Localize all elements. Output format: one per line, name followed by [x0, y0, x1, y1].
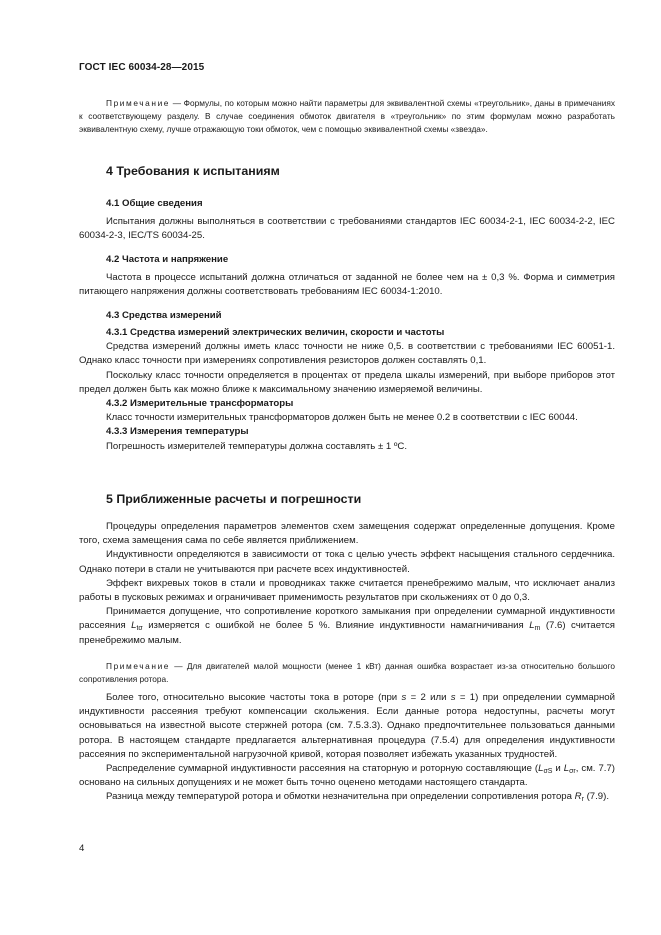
- section-5-p6: Распределение суммарной индуктивности рассеяния на статорную и роторную составляющие ($L_{\sigma S}$ и $L_{\sigma r}$, см. 7.7) основано на сильных допущениях и не может быть точно оценено методами настоящего стандарта.: [79, 763, 615, 789]
- section-4-2-title: 4.2 Частота и напряжение: [106, 254, 229, 265]
- section-4-3-3-title: 4.3.3 Измерения температуры: [106, 426, 249, 438]
- section-4-title: 4 Требования к испытаниям: [106, 164, 280, 178]
- section-5-note: [79, 660, 615, 686]
- section-4-3-1-p2: Поскольку класс точности определяется в процентах от предела шкалы измерений, при выборе приборов этот предел должен быть как можно ближе к максимальному значению измеряемой величины.: [79, 369, 615, 395]
- standard-header: ГОСТ IEC 60034-28—2015: [79, 62, 205, 73]
- section-4-1-title: 4.1 Общие сведения: [106, 198, 203, 209]
- section-4-3-1-p1: Средства измерений должны иметь класс точности не ниже 0,5. в соответствии с требованиями IEC 60051-1. Однако класс точности при измерениях сопротивления резисторов должен составлять 0,1.: [79, 341, 615, 367]
- section-5-p2: Индуктивности определяются в зависимости от тока с целью учесть эффект насыщения стального сердечника. Однако потери в стали не учитываются при расчете всех индуктивностей.: [79, 549, 615, 575]
- section-4-3-1-title: 4.3.1 Средства измерений электрических величин, скорости и частоты: [106, 327, 445, 338]
- section-4-2-text: Частота в процессе испытаний должна отличаться от заданной не более чем на ± 0,3 %. Форма и симметрия питающего напряжения должны соответствовать требованиям IEC 60034-1:2010.: [79, 272, 615, 298]
- section-5-p7: Разница между температурой ротора и обмотки незначительна при определении сопротивления ротора $R_r$ (7.9).: [106, 791, 609, 804]
- section-5-body-a: [79, 520, 615, 648]
- note-text: — Для двигателей малой мощности (менее 1 кВт) данная ошибка возрастает из-за относительно большого сопротивления ротора.: [79, 661, 615, 684]
- section-4-3-3-text: Погрешность измерителей температуры должна составлять ± 1 ºC.: [106, 440, 407, 452]
- section-4-3-2-title: 4.3.2 Измерительные трансформаторы: [106, 398, 294, 410]
- page-number: 4: [79, 843, 85, 854]
- section-5-p4: Принимается допущение, что сопротивление короткого замыкания при определении суммарной индуктивности рассеяния $L_{t\sigma}$ измеряется с ошибкой не более 5 %. Влияние индуктивности намагничивания $L_m$ (7.6) считается пренебрежимо малым.: [79, 606, 615, 646]
- section-4-3-block: [79, 326, 615, 454]
- section-4-2-text-block: [79, 271, 615, 299]
- section-5-body-b: [79, 691, 615, 805]
- section-4-1-text: Испытания должны выполняться в соответствии с требованиями стандартов IEC 60034-2-1, IEC 60034-2-2, IEC 60034-2-3, IEC/TS 60034-25.: [79, 216, 615, 242]
- note-label: Примечание: [106, 98, 171, 108]
- section-5-p3: Эффект вихревых токов в стали и проводниках также считается пренебрежимо малым, что исключает анализ работы в пусковых режимах и ограничивает применимость результатов при скольжениях от 0 до 0,3.: [79, 577, 615, 604]
- section-5-title: 5 Приближенные расчеты и погрешности: [106, 492, 362, 506]
- section-5-p1: Процедуры определения параметров элементов схем замещения содержат определенные допущения. Кроме того, схема замещения сама по себе является приближением.: [79, 521, 615, 547]
- section-4-1-text-block: [79, 215, 615, 243]
- note-label: Примечание: [106, 661, 171, 671]
- section-4-3-2-text: Класс точности измерительных трансформаторов должен быть не менее 0.2 в соответствии с IEC 60044.: [106, 412, 578, 424]
- section-5-p5: Более того, относительно высокие частоты тока в роторе (при s = 2 или s = 1) при определении суммарной индуктивности рассеяния требуют компенсации скольжения. Если данные ротора недоступны, расчеты могут основываться на известной высоте стержней ротора (см. 7.5.3.3). Однако предпочтительнее пользоваться данными ротора. В настоящем стандарте предлагается альтернативная процедура (7.5.4) для определения индуктивности рассеяния по экспериментальной нагрузочной кривой, которая позволяет избежать указанных трудностей.: [79, 692, 616, 760]
- section-4-3-title: 4.3 Средства измерений: [106, 310, 222, 321]
- note-text: — Формулы, по которым можно найти параметры для эквивалентной схемы «треугольник», даны в примечаниях к соответствующему разделу. В случае соединения обмоток двигателя в «треугольник» по этим формулам можно разработать эквивалентную схему, лучше отражающую токи обмоток, чем с помощью эквивалентной схемы «звезда».: [79, 98, 615, 134]
- intro-note: [79, 97, 615, 136]
